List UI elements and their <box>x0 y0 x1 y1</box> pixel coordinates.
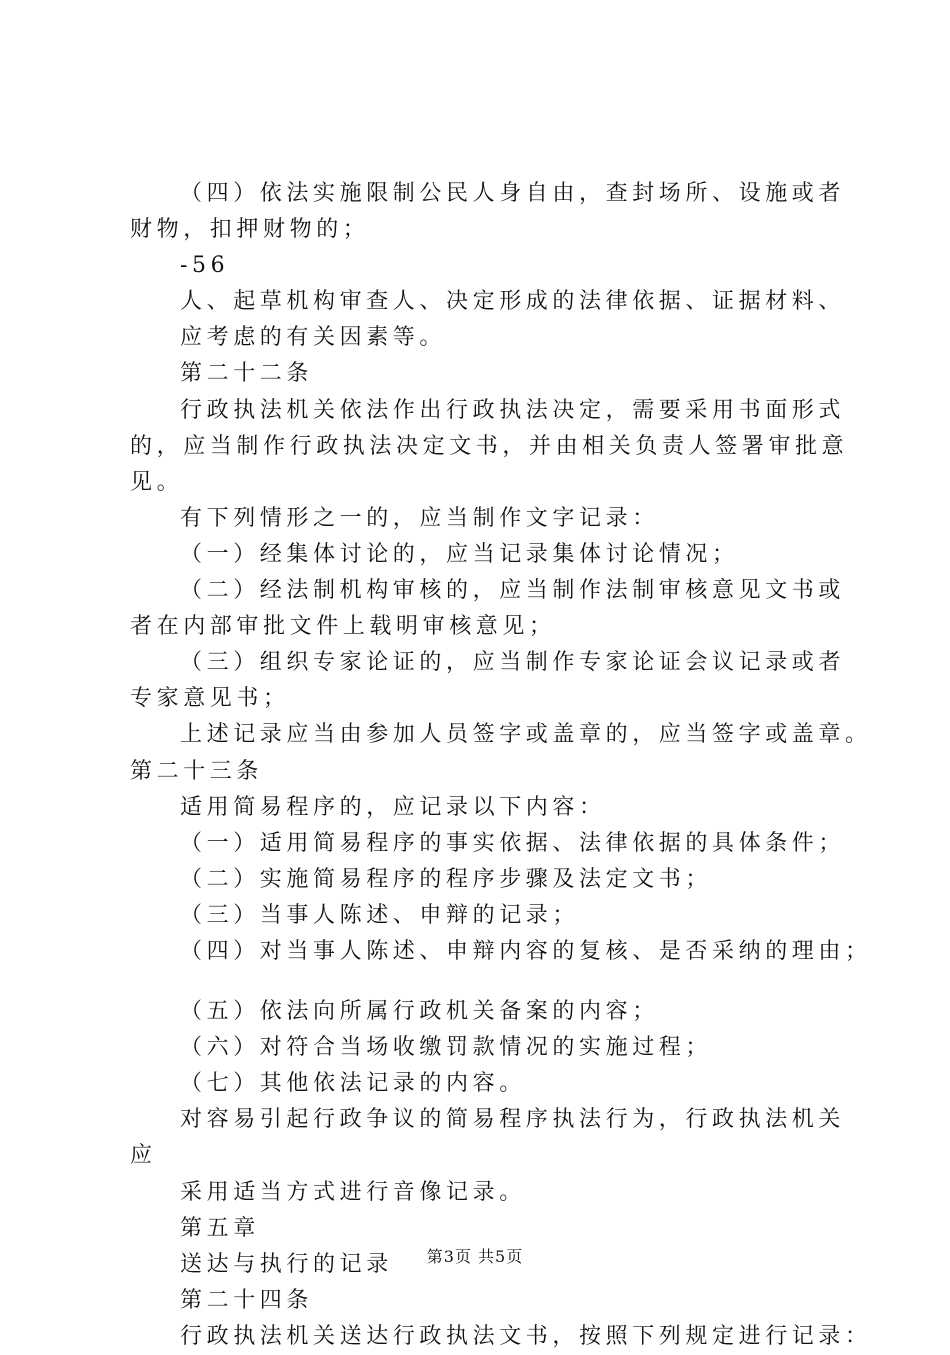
text-line: （一）经集体讨论的，应当记录集体讨论情况； <box>180 541 739 567</box>
text-line: 应 <box>130 1143 157 1169</box>
text-line: （七）其他依法记录的内容。 <box>180 1071 526 1097</box>
blank-line <box>130 970 850 994</box>
text-line: 行政执法机关送达行政执法文书，按照下列规定进行记录： <box>180 1323 872 1349</box>
text-line: （六）对符合当场收缴罚款情况的实施过程； <box>180 1035 713 1061</box>
text-line: （五）依法向所属行政机关备案的内容； <box>180 999 659 1025</box>
text-line: 应考虑的有关因素等。 <box>180 325 447 351</box>
text-line: 行政执法机关依法作出行政执法决定，需要采用书面形式 <box>180 397 846 423</box>
text-line: 对容易引起行政争议的简易程序执法行为，行政执法机关 <box>180 1107 846 1133</box>
text-line: 见。 <box>130 469 184 495</box>
chapter-title: 送达与执行的记录 <box>180 1251 393 1277</box>
text-line: 的，应当制作行政执法决定文书，并由相关负责人签署审批意 <box>130 433 849 459</box>
chapter-heading: 第五章 <box>180 1215 260 1241</box>
text-line: 适用简易程序的，应记录以下内容： <box>180 794 606 820</box>
text-line: 专家意见书； <box>130 686 290 712</box>
text-line: 有下列情形之一的，应当制作文字记录： <box>180 505 659 531</box>
text-line: -56 <box>180 253 230 279</box>
text-line: （二）实施简易程序的程序步骤及法定文书； <box>180 866 713 892</box>
text-line: 采用适当方式进行音像记录。 <box>180 1179 526 1205</box>
text-line: （二）经法制机构审核的，应当制作法制审核意见文书或 <box>180 578 846 604</box>
page-number-footer: 第3页 共5页 <box>426 1247 524 1266</box>
text-line: 上述记录应当由参加人员签字或盖章的，应当签字或盖章。 <box>180 722 872 748</box>
text-line: （三）当事人陈述、申辩的记录； <box>180 902 580 928</box>
section-heading: 第二十四条 <box>180 1287 314 1313</box>
section-heading: 第二十三条 <box>130 758 264 784</box>
section-heading: 第二十二条 <box>180 361 314 387</box>
text-line: （一）适用简易程序的事实依据、法律依据的具体条件； <box>180 830 846 856</box>
text-line: 者在内部审批文件上载明审核意见； <box>130 614 556 640</box>
text-line: 人、起草机构审查人、决定形成的法律依据、证据材料、 <box>180 289 846 315</box>
text-line: （四）依法实施限制公民人身自由，查封场所、设施或者 <box>180 181 846 206</box>
text-line: （三）组织专家论证的，应当制作专家论证会议记录或者 <box>180 650 846 676</box>
text-line: （四）对当事人陈述、申辩内容的复核、是否采纳的理由； <box>180 938 872 964</box>
document-body <box>130 176 872 1355</box>
text-line: 财物，扣押财物的； <box>130 217 370 243</box>
